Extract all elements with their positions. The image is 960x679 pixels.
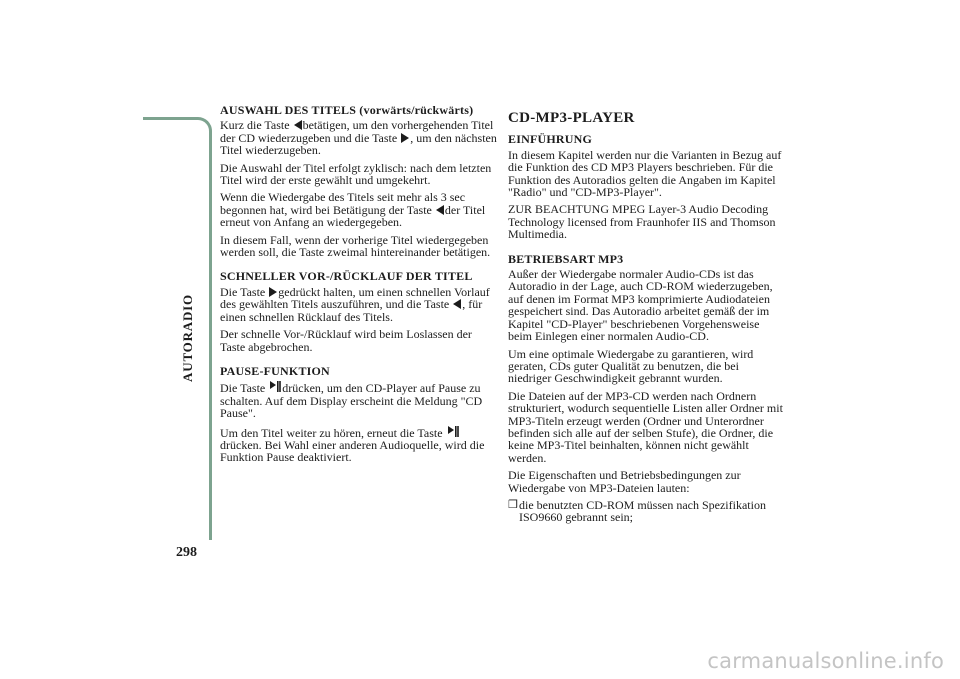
play-pause-icon [447, 425, 459, 438]
paragraph: Um eine optimale Wiedergabe zu garantieren, wird geraten, CDs guter Qualität zu benutzen, die bei niedriger Geschwindigkeit gebrannt wurden. [508, 346, 754, 386]
left-column [220, 104, 498, 469]
section-title: CD-MP3-PLAYER [508, 110, 635, 126]
paragraph [220, 191, 498, 228]
watermark: carmanualsonline.info [707, 649, 944, 673]
paragraph [220, 119, 498, 156]
heading-mp3-mode: BETRIEBSART MP3 [508, 251, 624, 266]
text: Wenn die Wiedergabe des Titels seit mehr als 3 sec begonnen hat, wird bei Betätigung der Taste [220, 190, 466, 217]
heading-title-selection: AUSWAHL DES TITELS (vorwärts/rückwärts) [220, 103, 474, 117]
text: drücken. Bei Wahl einer anderen Audioquelle, wird die Funktion Pause deaktiviert. [220, 437, 485, 465]
paragraph: Der schnelle Vor-/Rücklauf wird beim Loslassen der Taste abgebrochen. [220, 327, 472, 354]
text: betätigen, um den vorhergehenden Titel der CD wiederzugeben und die Taste [220, 118, 494, 145]
text: , um den nächsten Titel wiederzugeben. [220, 130, 497, 158]
chapter-label: AUTORADIO [180, 294, 195, 382]
heading-pause: PAUSE-FUNKTION [220, 363, 330, 378]
text: Um den Titel weiter zu hören, erneut die Taste [220, 425, 446, 440]
page-number: 298 [176, 545, 197, 560]
paragraph [220, 425, 498, 464]
heading-introduction: EINFÜHRUNG [508, 132, 593, 147]
list-item-text: die benutzten CD-ROM müssen nach Spezifikation ISO9660 gebrannt sein; [519, 497, 766, 525]
paragraph: Außer der Wiedergabe normaler Audio-CDs ist das Autoradio in der Lage, auch CD-ROM wiederzugeben, auf denen im Format MP3 komprimierte Audiodateien gespeichert sind. Das Autoradio arbeitet gemäß der im Kapitel "CD-Player" beschriebenen Vorgehensweise beim Einlegen einer normalen Audio-CD. [508, 267, 773, 344]
paragraph: Die Auswahl der Titel erfolgt zyklisch: nach dem letzten Titel wird der erste gewählt und umgekehrt. [220, 160, 492, 188]
list-item [508, 499, 783, 524]
next-triangle-icon [269, 287, 277, 297]
paragraph [220, 380, 498, 419]
checkbox-bullet-icon: ❒ [508, 498, 518, 511]
play-pause-icon [269, 380, 281, 393]
prev-triangle-icon [294, 120, 302, 130]
chapter-bracket [143, 117, 212, 540]
text: drücken, um den CD-Player auf Pause zu schalten. Auf dem Display erscheint die Meldung "CD Pause". [220, 381, 483, 421]
prev-triangle-icon [436, 205, 444, 215]
paragraph: In diesem Fall, wenn der vorherige Titel wiedergegeben werden soll, die Taste zweimal hintereinander betätigen. [220, 232, 491, 260]
next-triangle-icon [401, 133, 409, 143]
paragraph: Die Dateien auf der MP3-CD werden nach Ordnern strukturiert, wodurch sequentielle Listen aller Ordner mit MP3-Titeln erzeugt werden (Ordner und Unterordner befinden sich alle auf der selben Stufe), die Ordner, die keine MP3-Titel beinhalten, können nicht gewählt werden. [508, 388, 783, 465]
right-column [508, 112, 783, 524]
text: Die Taste [220, 284, 269, 299]
paragraph: Die Eigenschaften und Betriebsbedingungen zur Wiedergabe von MP3-Dateien lauten: [508, 468, 741, 495]
text: der Titel erneut von Anfang an wiedergegeben. [220, 202, 486, 230]
heading-fast-forward: SCHNELLER VOR-/RÜCKLAUF DER TITEL [220, 269, 473, 284]
paragraph: ZUR BEACHTUNG MPEG Layer-3 Audio Decoding Technology licensed from Fraunhofer IIS and Thomson Multimedia. [508, 202, 776, 242]
text: Kurz die Taste [220, 118, 293, 133]
text: , für einen schnellen Rücklauf des Titels. [220, 297, 483, 324]
paragraph [220, 286, 498, 323]
text: gedrückt halten, um einen schnellen Vorlauf des gewählten Titels auszuführen, und die Taste [220, 284, 490, 312]
text: Die Taste [220, 381, 269, 396]
prev-triangle-icon [453, 299, 461, 309]
paragraph: In diesem Kapitel werden nur die Varianten in Bezug auf die Funktion des CD MP3 Players beschrieben. Für die Funktion des Autoradios gelten die Angaben im Kapitel "Radio" und "CD-MP3-Player". [508, 147, 782, 200]
